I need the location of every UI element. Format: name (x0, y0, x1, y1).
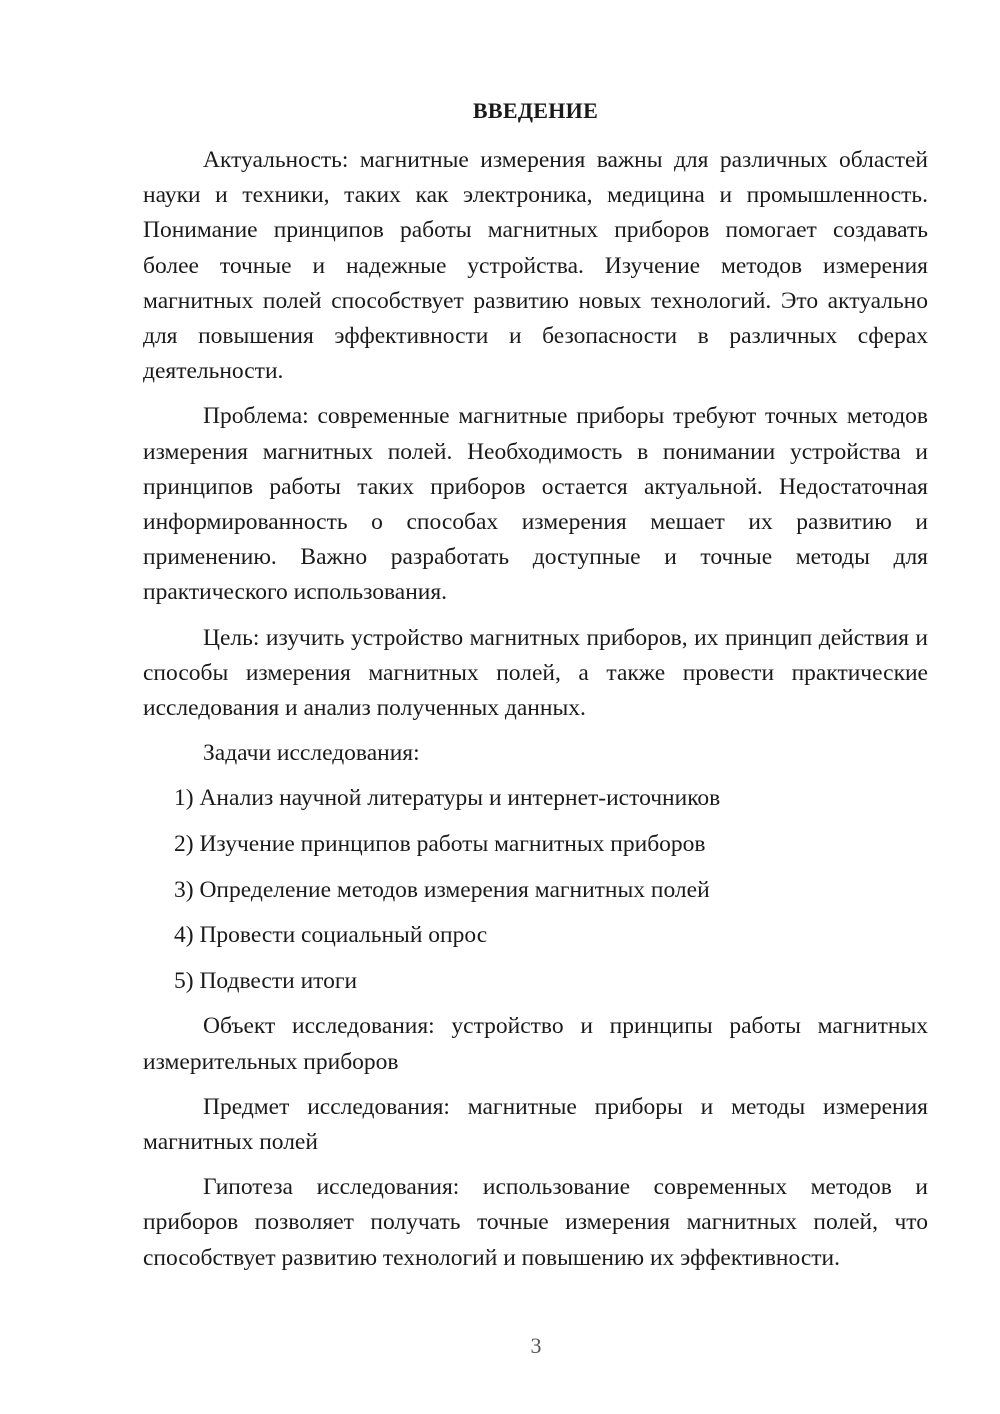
problem-paragraph: Проблема: современные магнитные приборы требуют точных методов измерения магнитных полей. Необходимость в понимании устройства и принципов работы таких приборов остается актуальной. Недостаточная информированность о способах измерения мешает их развитию и применению. Важно разработать доступные и точные методы для практического использования. (143, 403, 928, 606)
goal-paragraph: Цель: изучить устройство магнитных приборов, их принцип действия и способы измерения магнитных полей, а также провести практические исследования и анализ полученных данных. (143, 624, 928, 722)
list-item: 4) Провести социальный опрос (174, 922, 488, 949)
page-content (143, 95, 928, 1286)
tasks-title: Задачи исследования: (203, 740, 420, 767)
relevance-paragraph: Актуальность: магнитные измерения важны для различных областей науки и техники, таких как электроника, медицина и промышленность. Понимание принципов работы магнитных приборов помогает создавать более точные и надежные устройства. Изучение методов измерения магнитных полей способствует развитию новых технологий. Это актуально для повышения эффективности и безопасности в различных сферах деятельности. (143, 147, 928, 385)
section-heading: ВВЕДЕНИЕ (472, 98, 599, 123)
list-item: 2) Изучение принципов работы магнитных приборов (174, 831, 706, 858)
object-paragraph: Объект исследования: устройство и принципы работы магнитных измерительных приборов (143, 1013, 928, 1075)
list-item: 5) Подвести итоги (174, 967, 358, 994)
subject-paragraph: Предмет исследования: магнитные приборы и методы измерения магнитных полей (143, 1093, 928, 1156)
tasks-list (143, 781, 928, 999)
hypothesis-paragraph: Гипотеза исследования: использование современных методов и приборов позволяет получать точные измерения магнитных полей, что способствует развитию технологий и повышению их эффективности. (143, 1174, 928, 1271)
page-number: 3 (530, 1333, 542, 1358)
list-item: 3) Определение методов измерения магнитных полей (174, 876, 710, 903)
list-item: 1) Анализ научной литературы и интернет-источников (174, 785, 721, 812)
